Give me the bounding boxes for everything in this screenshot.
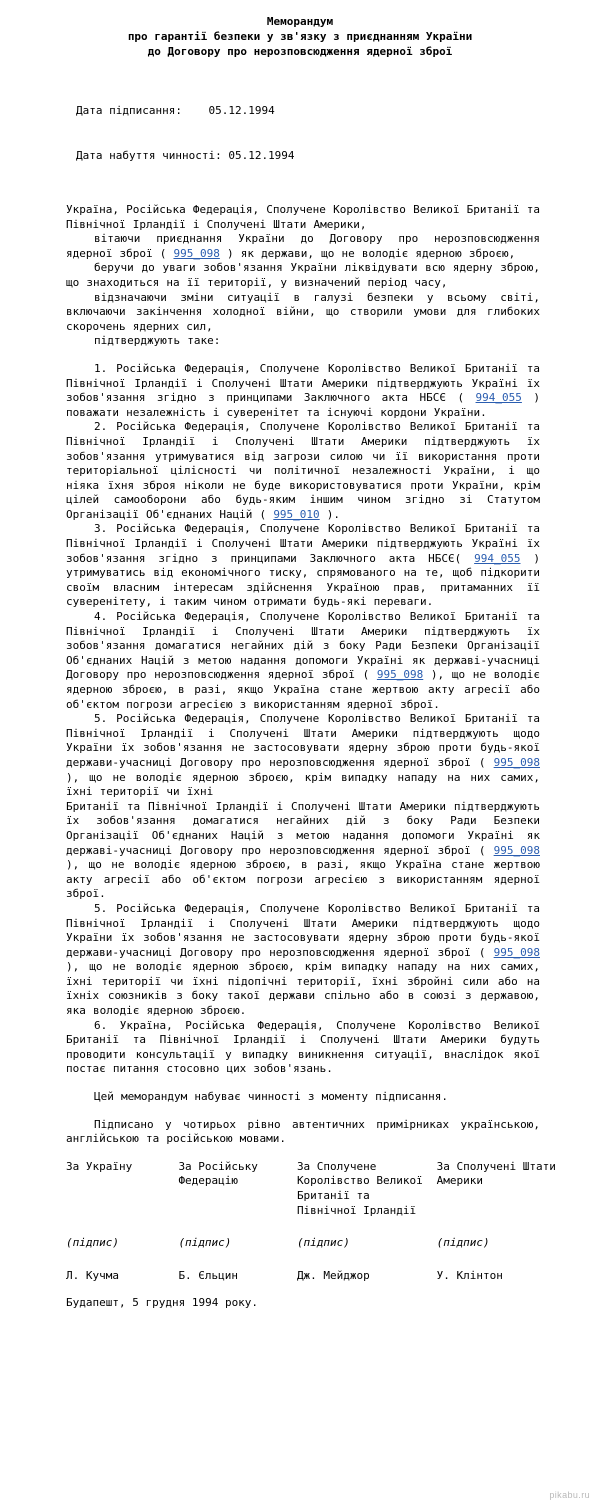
- signature-marks-row: [66, 1236, 566, 1251]
- signatory-name-usa: У. Клінтон: [436, 1268, 503, 1282]
- preamble-paragraph-5: [66, 334, 540, 349]
- signature-mark-russia: (підпис): [178, 1236, 232, 1250]
- signature-party-ukraine: За Україну: [66, 1159, 133, 1173]
- clause-6: [66, 1019, 540, 1077]
- clause-2: 2. Російська Федерація, Сполучене Королівство Великої Британії та Північної Ірландії і Сполучені Штати Америки підтверджують їх зобов'язання утримуватися від загрози силою чи її використання проти територіальної цілісності чи політичної незалежності України, і що ніяка їхня зброя ніколи не буде використовуватися проти України, крім цілей самооборони або будь-яким іншим чином згідно зі Статутом Організації Об'єднаних Націй ( 995_010 ).: [66, 420, 540, 521]
- signing-date-row: [76, 103, 586, 118]
- spacer: [66, 349, 540, 362]
- signatory-name-ukraine: Л. Кучма: [66, 1268, 119, 1282]
- title-line-2: про гарантії безпеки у зв'язку з приєднанням України: [127, 30, 473, 43]
- preamble-paragraph-1: [66, 203, 540, 232]
- signature-party-usa: За Сполучені Штати Америки: [436, 1159, 556, 1188]
- clause-5-duplicate: 5. Російська Федерація, Сполучене Королівство Великої Британії та Північної Ірландії і Сполучені Штати Америки підтверджують щодо України їх зобов'язання не застосовувати ядерну зброю проти будь-якої держави-учасниці Договору про нерозповсюдження ядерної зброї ( 995_098 ), що не володіє ядерною зброєю, крім випадку нападу на них самих, їхні території чи їхні підопічні території, їхні збройні сили або на їхніх союзників з боку такої держави спільно або в союзі з державою, яка володіє ядерною зброєю.: [66, 901, 540, 1018]
- watermark: pikabu.ru: [549, 1490, 590, 1500]
- clause-6-text: 6. Україна, Російська Федерація, Сполучене Королівство Великої Британії та Північної Ірландії і Сполучені Штати Америки будуть проводити консультації у випадку виникнення ситуації, внаслідок якої постає питання стосовно цих зобов'язань.: [66, 1018, 540, 1076]
- document-meta: [76, 73, 586, 193]
- closing-text-1: Цей меморандум набуває чинності з моменту підписання.: [94, 1090, 448, 1104]
- place-and-date: Будапешт, 5 грудня 1994 року.: [66, 1296, 259, 1310]
- closing-paragraph-1: [66, 1090, 540, 1105]
- title-line-3: до Договору про нерозповсюдження ядерної зброї: [147, 45, 453, 58]
- link-npt-2[interactable]: 995_098: [376, 668, 424, 682]
- signature-party-uk: За Сполучене Королівство Великої Британії та Північної Ірландії: [296, 1159, 423, 1217]
- title-line-1: Меморандум: [266, 15, 334, 28]
- signature-spacer-row: [66, 1218, 566, 1236]
- preamble-text-5: підтверджують таке:: [94, 334, 221, 348]
- signatory-name-russia: Б. Єльцин: [178, 1268, 239, 1282]
- signatory-name-uk: Дж. Мейджор: [296, 1268, 370, 1282]
- preamble-paragraph-3: [66, 261, 540, 290]
- closing-text-2: Підписано у чотирьох рівно автентичних примірниках українською, англійською та російською мовами.: [66, 1117, 540, 1146]
- clause-4-duplicate-fragment: Британії та Північної Ірландії і Сполучені Штати Америки підтверджують їх зобов'язання домагатися негайних дій з боку Ради Безпеки Організації Об'єднаних Націй з метою надання допомоги Україні як державі-учасниці Договору про нерозповсюдження ядерної зброї ( 995_098 ), що не володіє ядерною зброєю, в разі, якщо Україна стане жертвою акту агресії або об'єктом погрози агресією з використанням ядерної зброї.: [66, 799, 540, 901]
- link-npt-4[interactable]: 995_098: [493, 843, 540, 857]
- closing-paragraph-2: [66, 1118, 540, 1147]
- link-npt-3[interactable]: 995_098: [493, 755, 540, 769]
- clause-1: 1. Російська Федерація, Сполучене Королівство Великої Британії та Північної Ірландії і Сполучені Штати Америки підтверджують Україні їх зобов'язання згідно з принципами Заключного акта НБСЄ ( 994_055 ) поважати незалежність і суверенітет та існуючі кордони України.: [66, 361, 540, 419]
- document-title: [14, 14, 586, 59]
- spacer-3: [66, 1105, 540, 1118]
- effective-date-label: Дата набуття чинності:: [76, 149, 222, 162]
- signature-parties-row: [66, 1160, 566, 1218]
- clause-4: 4. Російська Федерація, Сполучене Королівство Великої Британії та Північної Ірландії і Сполучені Штати Америки підтверджують їх зобов'язання домагатися негайних дій з боку Ради Безпеки Організації Об'єднаних Націй з метою надання допомоги Україні як державі-учасниці Договору про нерозповсюдження ядерної зброї ( 995_098 ), що не володіє ядерною зброєю, в разі, якщо Україна стане жертвою акту агресії або об'єктом погрози агресією з використанням ядерної зброї.: [66, 610, 540, 711]
- spacer-5: [14, 1283, 586, 1296]
- effective-date-row: [76, 148, 586, 163]
- clause-3: 3. Російська Федерація, Сполучене Королівство Великої Британії та Північної Ірландії і Сполучені Штати Америки підтверджують Україні їх зобов'язання згідно з принципами Заключного акта НБСЄ( 994_055 ) утримуватись від економічного тиску, спрямованого на те, щоб підкорити своїм власним інтересам здійснення Україною прав, притаманних її суверенітету, і таким чином отримати будь-які переваги.: [66, 522, 540, 609]
- effective-date-value: 05.12.1994: [228, 149, 295, 162]
- signing-date-label: Дата підписання:: [76, 104, 182, 117]
- signature-table: [66, 1160, 566, 1284]
- preamble-paragraph-4: [66, 291, 540, 335]
- document-body: [66, 203, 540, 1147]
- preamble-text-3: беручи до уваги зобов'язання України ліквідувати всю ядерну зброю, що знаходиться на її території, у визначений період часу,: [66, 261, 540, 289]
- signature-party-russia: За Російську Федерацію: [178, 1159, 258, 1188]
- preamble-text-1: Україна, Російська Федерація, Сполучене Королівство Великої Британії та Північної Ірландії і Сполучені Штати Америки,: [66, 203, 540, 231]
- spacer-4: [14, 1147, 586, 1160]
- signing-date-value: 05.12.1994: [208, 104, 275, 117]
- clause-5: 5. Російська Федерація, Сполучене Королівство Великої Британії та Північної Ірландії і Сполучені Штати Америки підтверджують щодо України їх зобов'язання не застосовувати ядерну зброю проти будь-якої держави-учасниці Договору про нерозповсюдження ядерної зброї ( 995_098 ), що не володіє ядерною зброєю, крім випадку нападу на них самих, їхні території чи їхні: [66, 712, 540, 799]
- link-npt-5[interactable]: 995_098: [493, 945, 540, 959]
- signature-spacer-row-2: [66, 1251, 566, 1269]
- signature-mark-usa: (підпис): [436, 1236, 490, 1250]
- signature-names-row: [66, 1269, 566, 1284]
- preamble-text-4: відзначаючи зміни ситуації в галузі безпеки у всьому світі, включаючи закінчення холодної війни, що створили умови для глибоких скорочень ядерних сил,: [66, 290, 540, 333]
- link-csce-1[interactable]: 994_055: [475, 391, 522, 405]
- link-un-charter[interactable]: 995_010: [273, 507, 320, 521]
- spacer-2: [66, 1077, 540, 1090]
- link-npt-1[interactable]: 995_098: [173, 246, 220, 260]
- signature-mark-uk: (підпис): [296, 1236, 350, 1250]
- preamble-paragraph-2: вітаючи приєднання України до Договору про нерозповсюдження ядерної зброї ( 995_098 ) як держави, що не володіє ядерною зброєю,: [66, 232, 540, 260]
- signature-mark-ukraine: (підпис): [66, 1236, 119, 1250]
- link-csce-2[interactable]: 994_055: [474, 551, 521, 565]
